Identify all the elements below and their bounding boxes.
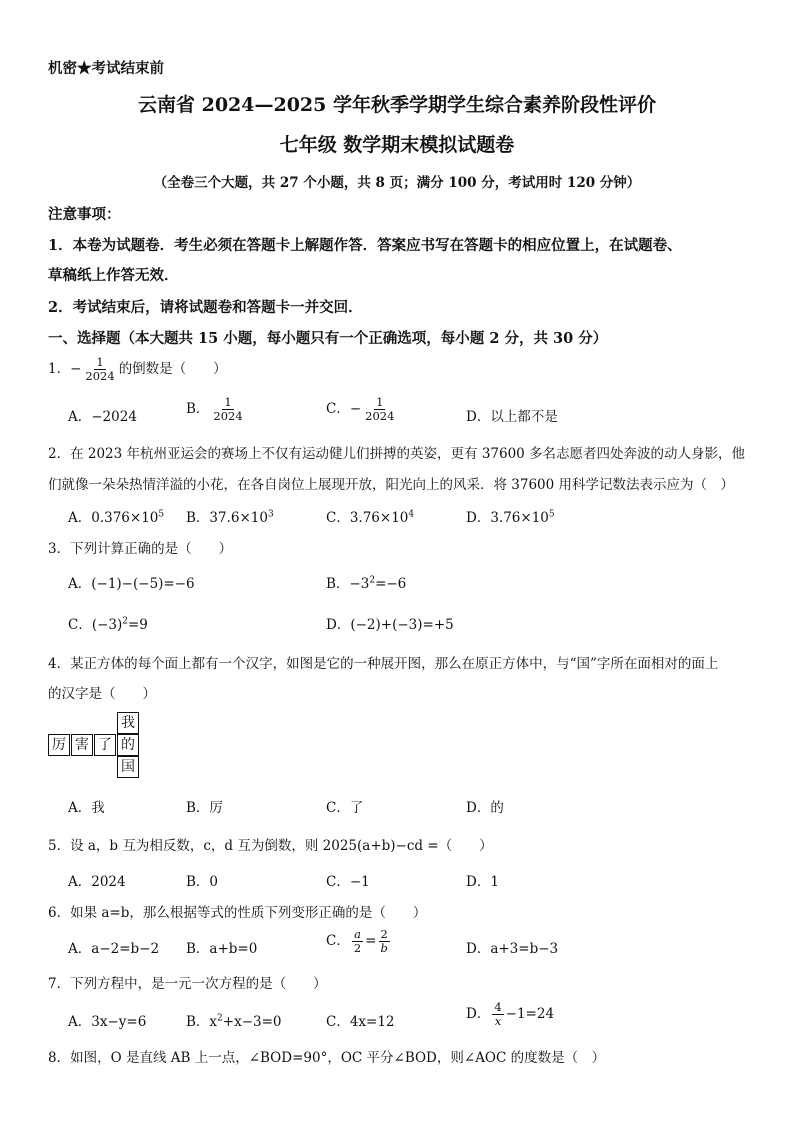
- q6-option-a: A．a−2=b−2: [68, 941, 160, 957]
- cube-net-figure: [48, 712, 140, 780]
- q2-option-d: [466, 506, 555, 526]
- q6-c-num2: 2: [380, 927, 388, 941]
- question-2: 2．在 2023 年杭州亚运会的赛场上不仅有运动健儿们拼搏的英姿，更有 37600 多名志愿者四处奔波的动人身影，他: [48, 446, 746, 462]
- q3-c-text: C．(−3): [68, 617, 123, 633]
- q7-option-d: [466, 1001, 554, 1028]
- q3-option-d: D．(−2)+(−3)=+5: [326, 617, 454, 633]
- q1-c-denominator: 2024: [365, 409, 395, 423]
- confidential-label: 机密★考试结束前: [48, 60, 164, 77]
- note-1: 1．本卷为试题卷．考生必须在答题卡上解题作答．答案应书写在答题卡的相应位置上，在试题卷、: [48, 237, 682, 254]
- q5-option-a: A．2024: [68, 874, 126, 890]
- q7-d-label: D．: [466, 1006, 491, 1022]
- question-4-cont: 的汉字是（ ）: [48, 686, 156, 702]
- q6-c-label: C．: [326, 933, 350, 949]
- q1-b-denominator: 2024: [213, 409, 243, 423]
- question-1: [48, 356, 227, 383]
- q1-numerator: 1: [96, 355, 104, 369]
- q1-option-a: A．−2024: [68, 409, 137, 425]
- q7-d-tail: −1=24: [505, 1006, 555, 1022]
- q1-minus: −: [70, 361, 82, 377]
- question-3: 3．下列计算正确的是（ ）: [48, 541, 233, 557]
- q7-option-b: [186, 1010, 282, 1030]
- q7-option-c: C．4x=12: [326, 1014, 395, 1030]
- q6-c-num1: a: [354, 927, 361, 941]
- q6-c-equals: =: [365, 933, 377, 949]
- q3-b-text: B．−3: [326, 576, 370, 592]
- question-2-cont: 们就像一朵朵热情洋溢的小花，在各自岗位上展现开放，阳光向上的风采．将 37600 用科学记数法表示应为（ ）: [48, 477, 735, 493]
- q6-option-c: [326, 928, 392, 955]
- q3-b-exponent: 2: [369, 575, 376, 586]
- q1-stem: 的倒数是（ ）: [118, 361, 227, 377]
- q4-option-a: A．我: [68, 800, 105, 816]
- exam-info: （全卷三个大题，共 27 个小题，共 8 页；满分 100 分，考试用时 120 分钟）: [153, 175, 641, 191]
- q7-option-a: A．3x−y=6: [68, 1014, 147, 1030]
- net-cell-2: 害: [71, 734, 93, 756]
- q7-b-exponent: 2: [217, 1013, 223, 1024]
- notes-heading: 注意事项：: [48, 206, 121, 223]
- q6-c-den1: 2: [353, 941, 362, 955]
- q5-option-c: C．−1: [326, 874, 370, 890]
- exam-title: 云南省 2024—2025 学年秋季学期学生综合素养阶段性评价: [138, 94, 656, 116]
- q6-option-b: B．a+b=0: [186, 941, 258, 957]
- question-4: 4．某正方体的每个面上都有一个汉字，如图是它的一种展开图，那么在原正方体中，与“国”字所在面相对的面上: [48, 656, 719, 672]
- note-2: 2．考试结束后，请将试题卷和答题卡一并交回．: [48, 299, 363, 316]
- net-cell-1: 厉: [48, 734, 70, 756]
- q1-number: 1．: [48, 361, 71, 377]
- q1-b-label: B．: [186, 401, 210, 417]
- q2-option-b: [186, 506, 274, 526]
- q2-d-exponent: 5: [548, 509, 555, 520]
- question-5: 5．设 a，b 互为相反数，c，d 互为倒数，则 2025(a+b)−cd =（ ）: [48, 838, 493, 854]
- section-heading: 一、选择题（本大题共 15 小题，每小题只有一个正确选项，每小题 2 分，共 30 分）: [48, 330, 608, 347]
- q3-option-b: [326, 572, 406, 592]
- q7-d-denominator: x: [494, 1014, 502, 1028]
- q2-option-c: [326, 506, 414, 526]
- q4-option-b: B．厉: [186, 800, 223, 816]
- q1-fraction: [83, 356, 116, 383]
- exam-subtitle: 七年级 数学期末模拟试题卷: [279, 134, 515, 156]
- q1-c-label: C．−: [326, 401, 362, 417]
- q2-a-text: A．0.376×10: [68, 510, 159, 526]
- net-cell-4: 的: [117, 734, 139, 756]
- q3-c-exponent: 2: [122, 616, 128, 627]
- q1-option-c: [326, 396, 398, 423]
- question-8: 8．如图，O 是直线 AB 上一点，∠BOD=90°，OC 平分∠BOD，则∠AOC 的度数是（ ）: [48, 1050, 606, 1066]
- q5-option-b: B．0: [186, 874, 219, 890]
- q3-c-tail: =9: [128, 617, 148, 633]
- q6-c-den2: b: [380, 941, 388, 955]
- q4-option-c: C．了: [326, 800, 364, 816]
- q1-c-numerator: 1: [376, 395, 384, 409]
- q6-option-d: D．a+3=b−3: [466, 941, 559, 957]
- net-cell-top: 我: [117, 712, 139, 734]
- q2-d-text: D．3.76×10: [466, 510, 549, 526]
- q1-denominator: 2024: [85, 369, 115, 383]
- q5-option-d: D．1: [466, 874, 499, 890]
- net-cell-bottom: 国: [117, 756, 139, 778]
- q2-c-text: C．3.76×10: [326, 510, 409, 526]
- q2-c-exponent: 4: [408, 509, 415, 520]
- question-7: 7．下列方程中，是一元一次方程的是（ ）: [48, 976, 327, 992]
- q1-option-d: D．以上都不是: [466, 409, 558, 425]
- net-cell-3: 了: [94, 734, 116, 756]
- q2-b-exponent: 3: [267, 509, 274, 520]
- q2-b-text: B．37.6×10: [186, 510, 268, 526]
- note-1-cont: 草稿纸上作答无效．: [48, 267, 179, 284]
- q7-b-tail: +x−3=0: [222, 1014, 282, 1030]
- q3-option-c: [68, 613, 148, 633]
- q4-option-d: D．的: [466, 800, 504, 816]
- q2-option-a: [68, 506, 164, 526]
- q1-option-b: [186, 396, 247, 423]
- q1-b-numerator: 1: [224, 395, 232, 409]
- q2-a-exponent: 5: [158, 509, 165, 520]
- q3-option-a: A．(−1)−(−5)=−6: [68, 576, 195, 592]
- q7-d-numerator: 4: [494, 1000, 502, 1014]
- q3-b-tail: =−6: [375, 576, 407, 592]
- q7-b-text: B．x: [186, 1014, 218, 1030]
- question-6: 6．如果 a=b，那么根据等式的性质下列变形正确的是（ ）: [48, 905, 427, 921]
